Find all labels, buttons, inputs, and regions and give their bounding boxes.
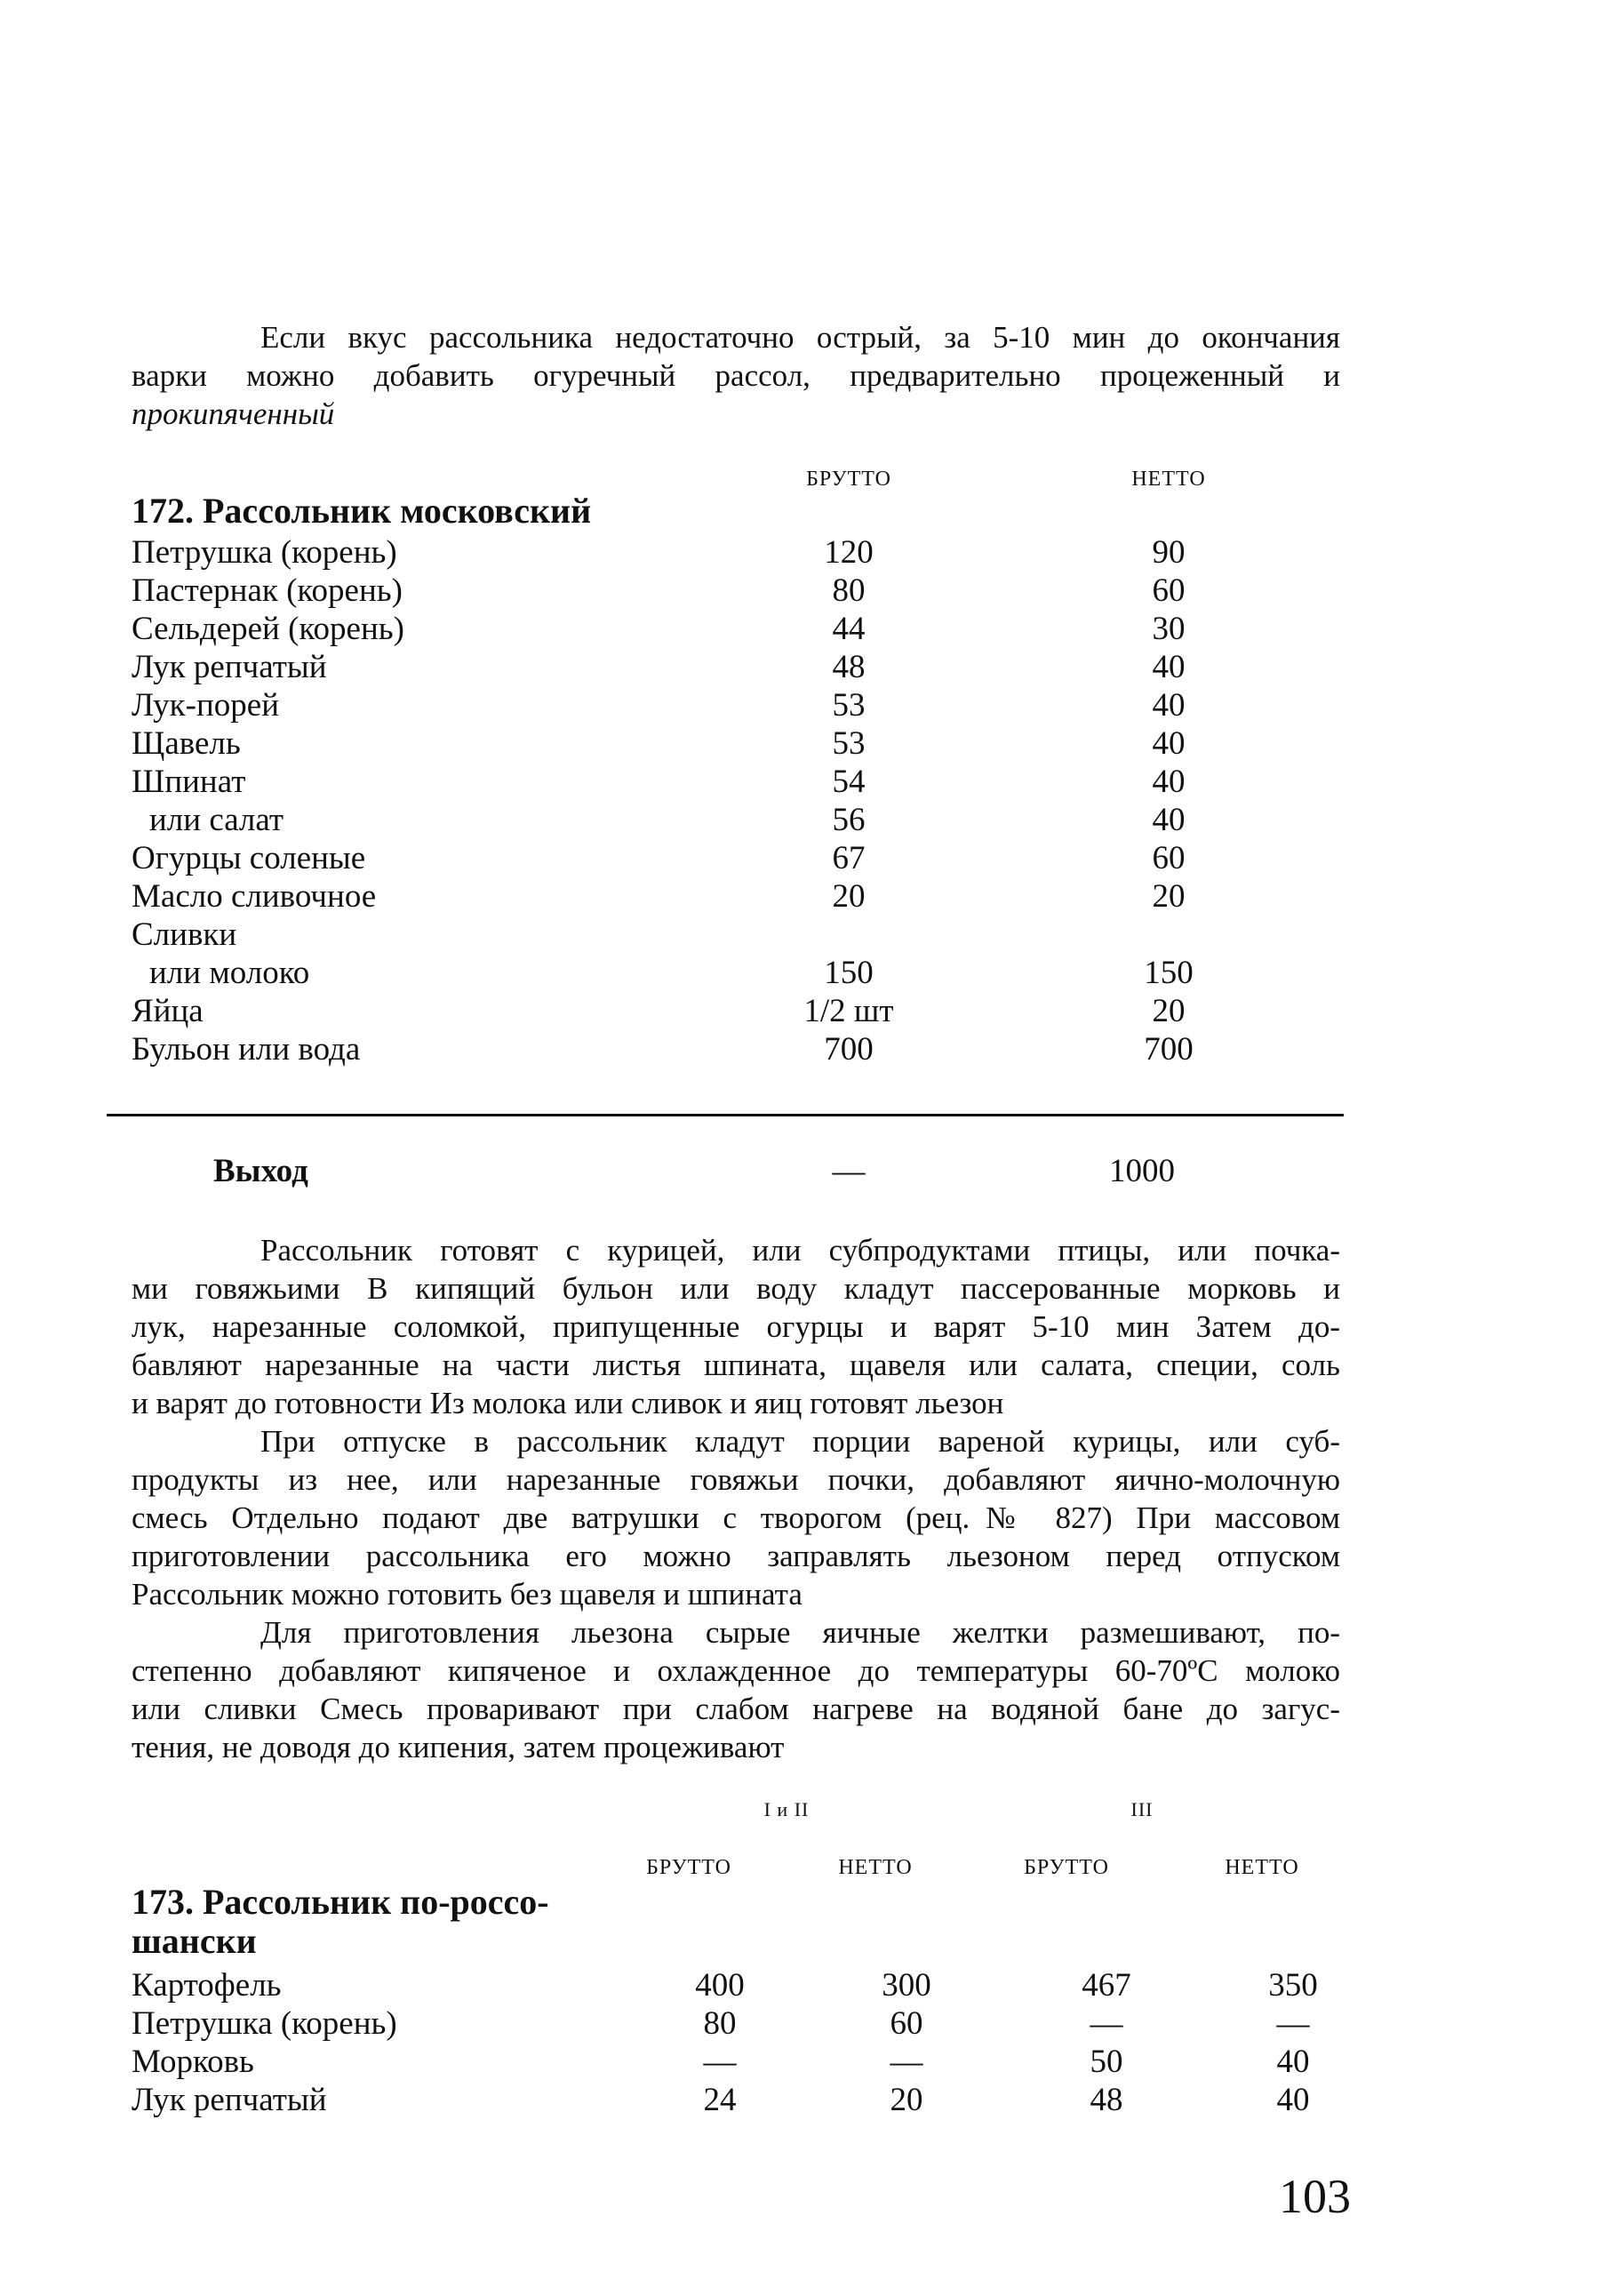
intro-paragraph bbox=[132, 318, 1340, 433]
ingredient-name: Шпинат bbox=[132, 764, 246, 800]
text-line: степенно добавляют кипяченое и охлажденное до температуры 60-70ºС молоко bbox=[132, 1653, 1340, 1688]
brutto-value: 150 bbox=[824, 955, 874, 991]
brutto-value: 80 bbox=[832, 572, 866, 609]
text-line: варки можно добавить огуречный рассол, предварительно процеженный и bbox=[132, 358, 1340, 393]
netto-value: 30 bbox=[1152, 611, 1186, 647]
netto-value: 60 bbox=[890, 2005, 923, 2042]
ingredient-name: Лук-порей bbox=[132, 687, 279, 724]
column-header-netto: НЕТТО bbox=[1131, 468, 1206, 491]
text-line: смесь Отдельно подают две ватрушки с творогом (рец.№ 827) При массовом bbox=[132, 1500, 1340, 1535]
netto-value: 40 bbox=[1276, 2082, 1310, 2118]
table-row bbox=[0, 1966, 1613, 2004]
column-header-brutto: БРУТТО bbox=[1024, 1856, 1109, 1879]
ingredient-name: Картофель bbox=[132, 1967, 282, 2004]
ingredient-name: Петрушка (корень) bbox=[132, 534, 397, 571]
text-line: прокипяченный bbox=[132, 396, 335, 431]
brutto-value: — bbox=[703, 2044, 737, 2080]
netto-value: 700 bbox=[1144, 1031, 1194, 1068]
recipe-title: шански bbox=[132, 1921, 257, 1961]
method-paragraph bbox=[132, 1422, 1340, 1613]
ingredient-name: Лук репчатый bbox=[132, 2082, 327, 2118]
brutto-value: 120 bbox=[824, 534, 874, 571]
brutto-value: 50 bbox=[1090, 2044, 1123, 2080]
column-header-netto: НЕТТО bbox=[838, 1856, 913, 1879]
brutto-value: 80 bbox=[703, 2005, 737, 2042]
table-row bbox=[0, 533, 1613, 572]
yield-netto: 1000 bbox=[1109, 1153, 1175, 1189]
brutto-value: 1/2 шт bbox=[803, 993, 894, 1029]
netto-value: 40 bbox=[1152, 649, 1186, 685]
brutto-value: 54 bbox=[832, 764, 866, 800]
table-row bbox=[0, 2081, 1613, 2119]
recipe-title: 173. Рассольник по-россо- bbox=[132, 1882, 549, 1922]
brutto-value: 56 bbox=[832, 802, 866, 838]
table-row bbox=[0, 763, 1613, 801]
ingredient-name: Масло сливочное bbox=[132, 878, 377, 915]
table-row bbox=[0, 572, 1613, 610]
text-line: или сливки Смесь проваривают при слабом нагреве на водяной бане до загус- bbox=[132, 1692, 1340, 1726]
netto-value: 40 bbox=[1276, 2044, 1310, 2080]
page-number: 103 bbox=[1279, 2170, 1351, 2223]
netto-value: 60 bbox=[1152, 840, 1186, 876]
netto-value: 40 bbox=[1152, 764, 1186, 800]
netto-value: 20 bbox=[890, 2082, 923, 2118]
column-header-netto: НЕТТО bbox=[1225, 1856, 1299, 1879]
text-line: Если вкус рассольника недостаточно острый, за 5-10 мин до окончания bbox=[260, 320, 1340, 355]
column-header-brutto: БРУТТО bbox=[806, 468, 891, 491]
method-paragraph bbox=[132, 1613, 1340, 1766]
ingredient-name: Лук репчатый bbox=[132, 649, 327, 685]
text-line: продукты из нее, или нарезанные говяжьи почки, добавляют яично-молочную bbox=[132, 1462, 1340, 1497]
column-group-1-2: I и II bbox=[763, 1798, 810, 1820]
table-divider bbox=[107, 1114, 1344, 1116]
brutto-value: 700 bbox=[824, 1031, 874, 1068]
netto-value: 300 bbox=[882, 1967, 931, 2004]
netto-value: — bbox=[890, 2044, 923, 2080]
text-line: При отпуске в рассольник кладут порции вареной курицы, или суб- bbox=[260, 1424, 1340, 1459]
ingredient-name: Сливки bbox=[132, 916, 237, 953]
table-row bbox=[0, 648, 1613, 686]
column-header-brutto: БРУТТО bbox=[646, 1856, 731, 1879]
table-row bbox=[0, 610, 1613, 648]
text-line: бавляют нарезанные на части листья шпината, щавеля или салата, специи, соль bbox=[132, 1348, 1340, 1382]
table-row bbox=[0, 1030, 1613, 1068]
table-row bbox=[0, 801, 1613, 839]
netto-value: 20 bbox=[1152, 993, 1186, 1029]
ingredient-name: Щавель bbox=[132, 725, 241, 762]
yield-label: Выход bbox=[213, 1153, 308, 1189]
method-paragraph bbox=[132, 1231, 1340, 1422]
ingredient-name: Бульон или вода bbox=[132, 1031, 361, 1068]
table-row bbox=[0, 877, 1613, 916]
text-line: Для приготовления льезона сырые яичные желтки размешивают, по- bbox=[260, 1615, 1340, 1650]
ingredient-name: Петрушка (корень) bbox=[132, 2005, 397, 2042]
brutto-value: 67 bbox=[832, 840, 866, 876]
table-row bbox=[0, 724, 1613, 763]
ingredient-name: Пастернак (корень) bbox=[132, 572, 403, 609]
netto-value: 150 bbox=[1144, 955, 1194, 991]
brutto-value: 467 bbox=[1082, 1967, 1131, 2004]
text-line: Рассольник можно готовить без щавеля и шпината bbox=[132, 1577, 803, 1612]
table-row bbox=[0, 916, 1613, 954]
text-line: ми говяжьими В кипящий бульон или воду кладут пассерованные морковь и bbox=[132, 1271, 1340, 1306]
text-line: лук, нарезанные соломкой, припущенные огурцы и варят 5-10 мин Затем до- bbox=[132, 1309, 1340, 1344]
yield-brutto: — bbox=[832, 1153, 866, 1189]
netto-value: 40 bbox=[1152, 687, 1186, 724]
table-row bbox=[0, 839, 1613, 877]
table-row bbox=[0, 2043, 1613, 2081]
brutto-value: 20 bbox=[832, 878, 866, 915]
brutto-value: — bbox=[1090, 2005, 1123, 2042]
netto-value: 20 bbox=[1152, 878, 1186, 915]
netto-value: 40 bbox=[1152, 725, 1186, 762]
table-row bbox=[0, 954, 1613, 992]
brutto-value: 48 bbox=[832, 649, 866, 685]
table-row bbox=[0, 2004, 1613, 2043]
netto-value: 60 bbox=[1152, 572, 1186, 609]
column-group-3: III bbox=[1130, 1798, 1154, 1820]
netto-value: 90 bbox=[1152, 534, 1186, 571]
table-row bbox=[0, 686, 1613, 724]
netto-value: 350 bbox=[1268, 1967, 1318, 2004]
netto-value: 40 bbox=[1152, 802, 1186, 838]
brutto-value: 53 bbox=[832, 687, 866, 724]
brutto-value: 24 bbox=[703, 2082, 737, 2118]
brutto-value: 400 bbox=[695, 1967, 745, 2004]
brutto-value: 53 bbox=[832, 725, 866, 762]
ingredient-name: или молоко bbox=[149, 955, 310, 991]
recipe-title: 172. Рассольник московский bbox=[132, 491, 592, 531]
text-line: Рассольник готовят с курицей, или субпродуктами птицы, или почка- bbox=[260, 1233, 1340, 1268]
text-line: и варят до готовности Из молока или сливок и яиц готовят льезон bbox=[132, 1386, 1004, 1420]
table-row bbox=[0, 992, 1613, 1030]
ingredient-name: или салат bbox=[149, 802, 284, 838]
ingredient-name: Огурцы соленые bbox=[132, 840, 366, 876]
ingredient-name: Морковь bbox=[132, 2044, 254, 2080]
netto-value: — bbox=[1276, 2005, 1310, 2042]
brutto-value: 48 bbox=[1090, 2082, 1123, 2118]
brutto-value: 44 bbox=[832, 611, 866, 647]
ingredient-name: Яйца bbox=[132, 993, 204, 1029]
text-line: тения, не доводя до кипения, затем процеживают bbox=[132, 1730, 785, 1764]
text-line: приготовлении рассольника его можно заправлять льезоном перед отпуском bbox=[132, 1539, 1340, 1573]
ingredient-name: Сельдерей (корень) bbox=[132, 611, 404, 647]
